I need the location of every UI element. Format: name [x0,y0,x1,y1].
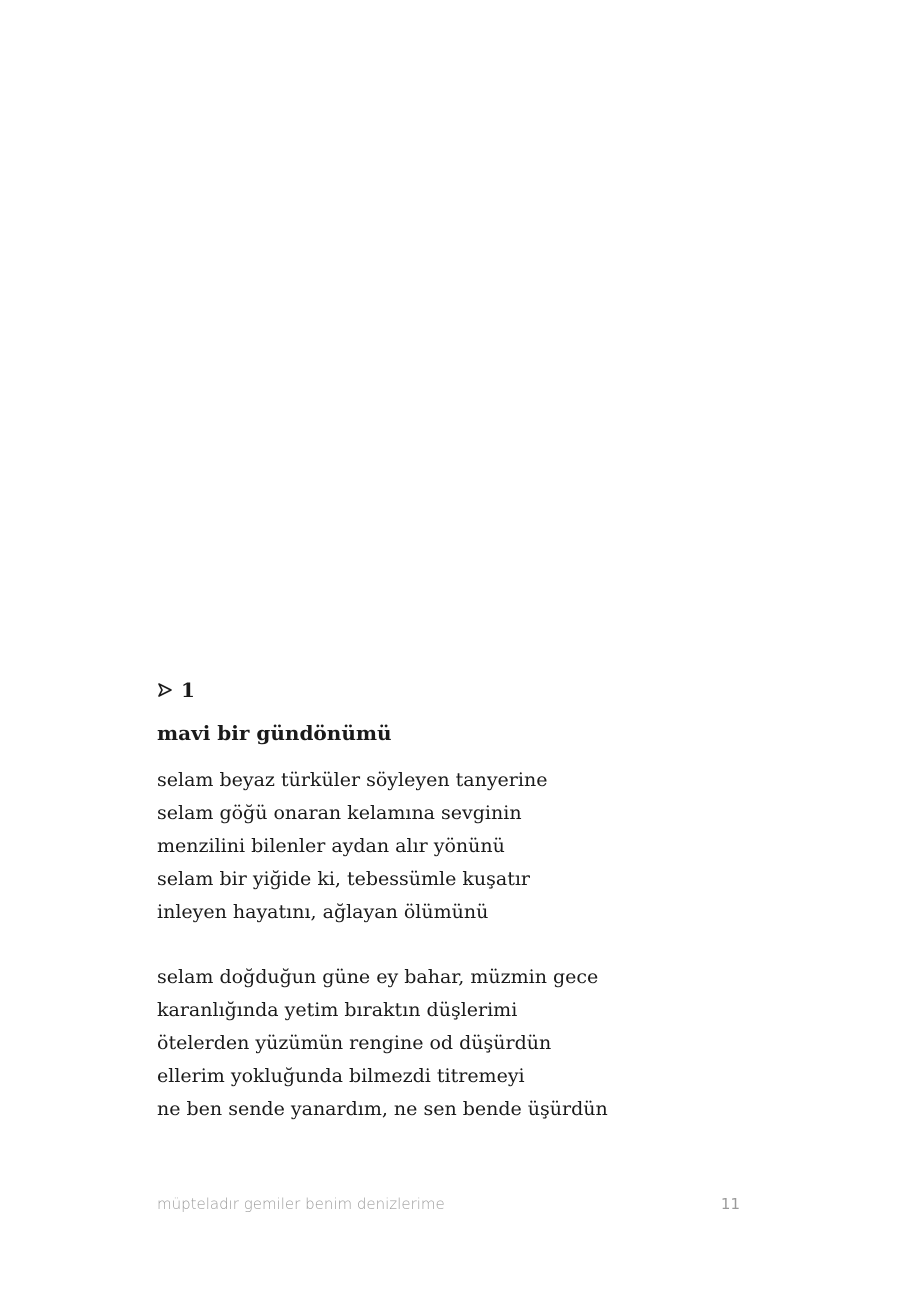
poem-line: karanlığında yetim bıraktın düşlerimi [157,999,518,1021]
section-number: 1 [181,678,195,702]
poem-line: selam doğduğun güne ey bahar, müzmin gece [157,966,599,988]
poem-line: inleyen hayatını, ağlayan ölümünü [157,901,489,923]
poem-line: selam bir yiğide ki, tebessümle kuşatır [157,868,531,890]
poem-line: menzilini bilenler aydan alır yönünü [157,835,505,857]
page-number: 11 [720,1195,740,1213]
arrow-right-icon [157,682,173,698]
poem-line: ellerim yokluğunda bilmezdi titremeyi [157,1065,525,1087]
section-marker [157,676,195,704]
footer-book-title: müpteladır gemiler benim denizlerime [157,1195,445,1213]
poem-line: ötelerden yüzümün rengine od düşürdün [157,1032,552,1054]
stanza-2 [157,961,608,1126]
poem-line: selam göğü onaran kelamına sevginin [157,802,522,824]
poem-line: selam beyaz türküler söyleyen tanyerine [157,769,548,791]
poem-line: ne ben sende yanardım, ne sen bende üşürdün [157,1098,608,1120]
stanza-1 [157,764,547,929]
poem-title: mavi bir gündönümü [157,721,392,745]
